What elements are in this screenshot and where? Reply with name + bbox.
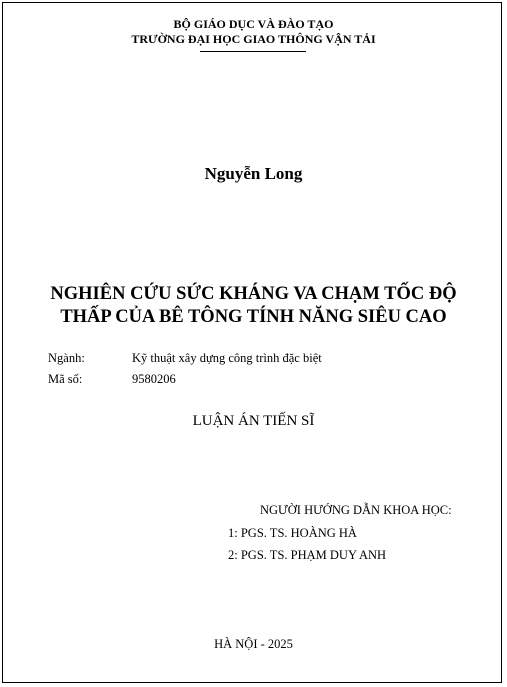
place-and-year: HÀ NỘI - 2025 — [214, 637, 293, 651]
thesis-title-line-2: THẤP CỦA BÊ TÔNG TÍNH NĂNG SIÊU CAO — [60, 307, 447, 327]
code-label: Mã số: — [48, 372, 83, 386]
thesis-title-line-1: NGHIÊN CỨU SỨC KHÁNG VA CHẠM TỐC ĐỘ — [50, 284, 457, 304]
ministry-name: BỘ GIÁO DỤC VÀ ĐÀO TẠO — [173, 17, 334, 31]
university-name: TRƯỜNG ĐẠI HỌC GIAO THÔNG VẬN TẢI — [131, 32, 376, 46]
code-value: 9580206 — [132, 372, 176, 386]
supervisor-1: 1: PGS. TS. HOÀNG HÀ — [228, 526, 357, 540]
header-divider — [200, 51, 306, 52]
major-value: Kỹ thuật xây dựng công trình đặc biệt — [132, 351, 322, 365]
author-name: Nguyễn Long — [204, 164, 303, 183]
degree-type: LUẬN ÁN TIẾN SĨ — [192, 413, 315, 429]
supervisor-2: 2: PGS. TS. PHẠM DUY ANH — [228, 548, 387, 562]
major-label: Ngành: — [48, 351, 85, 365]
page-border — [2, 2, 502, 683]
supervisors-heading: NGƯỜI HƯỚNG DẪN KHOA HỌC: — [260, 503, 452, 517]
